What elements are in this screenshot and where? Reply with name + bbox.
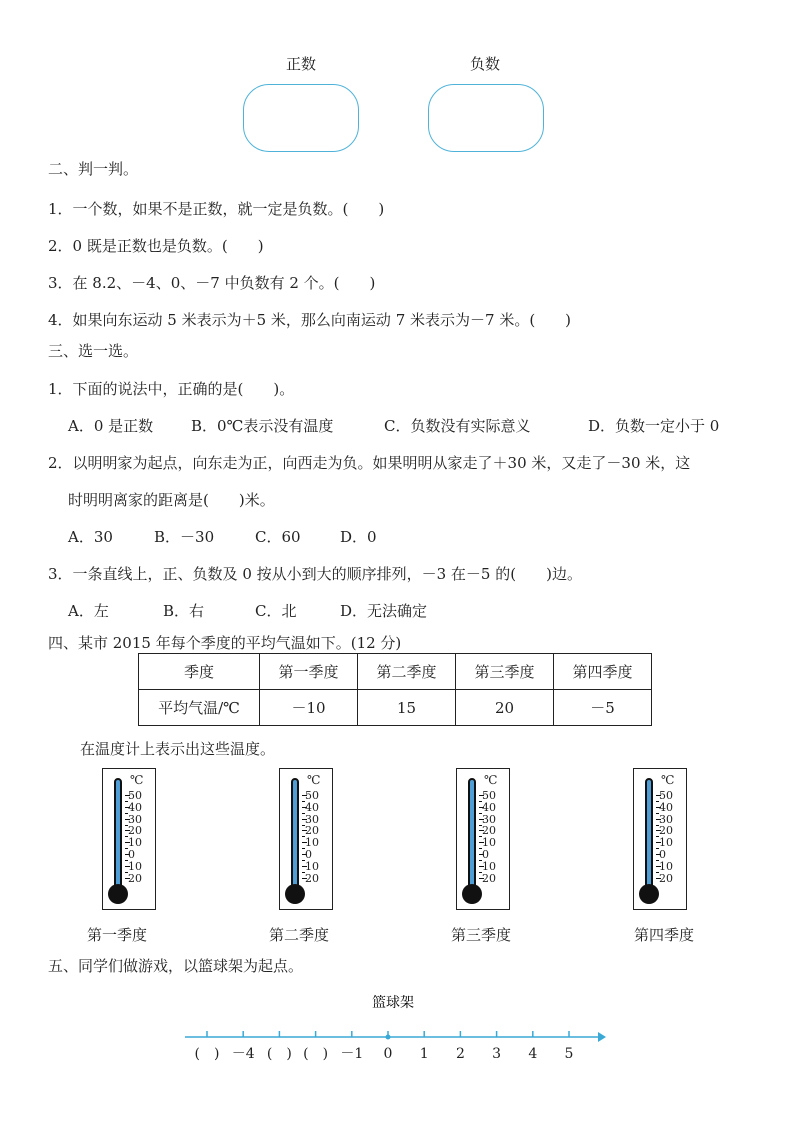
thermometer-tube bbox=[291, 778, 299, 890]
thermometer-scale-number: 50 bbox=[659, 789, 673, 802]
choice-q1-option-d[interactable]: D．负数一定小于 0 bbox=[588, 417, 720, 435]
choice-q3-option-b[interactable]: B．右 bbox=[163, 602, 205, 620]
table-cell: 20 bbox=[456, 690, 554, 726]
number-line-origin-dot bbox=[386, 1035, 391, 1040]
judge-item-3[interactable]: 3．在 8.2、－4、0、－7 中负数有 2 个。( ) bbox=[48, 274, 376, 292]
table-header-row bbox=[139, 654, 652, 690]
choice-q3-option-d[interactable]: D．无法确定 bbox=[340, 602, 428, 620]
thermometer-scale-number: 20 bbox=[128, 871, 142, 885]
choice-q3-option-a[interactable]: A．左 bbox=[68, 602, 109, 620]
negative-set-box[interactable] bbox=[428, 84, 544, 152]
table-cell: 15 bbox=[358, 690, 456, 726]
thermometer-scale-number: 20 bbox=[305, 824, 319, 838]
thermometer-scale-number: 50 bbox=[305, 789, 319, 802]
thermometer-scale-number: 10 bbox=[305, 859, 319, 873]
temperature-table bbox=[138, 653, 652, 726]
positive-set-box[interactable] bbox=[243, 84, 359, 152]
choice-q2-stem-line2[interactable]: 时明明离家的距离是( )米。 bbox=[68, 491, 275, 509]
thermometer-scale-number: 30 bbox=[128, 812, 142, 826]
number-line-label[interactable]: ( ) bbox=[194, 1046, 220, 1062]
thermometer-scale-number: 20 bbox=[482, 824, 496, 838]
thermometer-1[interactable] bbox=[102, 768, 156, 910]
judge-item-2[interactable]: 2．0 既是正数也是负数。( ) bbox=[48, 237, 264, 255]
thermometer-scale-number: 40 bbox=[128, 800, 142, 814]
number-line-label: 1 bbox=[419, 1046, 429, 1062]
thermometer-scale-number: 10 bbox=[482, 859, 496, 873]
thermometer-scale-number: 0 bbox=[659, 848, 666, 861]
choice-q3-stem[interactable]: 3．一条直线上，正、负数及 0 按从小到大的顺序排列，－3 在－5 的( )边。 bbox=[48, 565, 582, 583]
thermometer-2[interactable] bbox=[279, 768, 333, 910]
number-line-label: 4 bbox=[528, 1046, 538, 1062]
thermometer-tube bbox=[468, 778, 476, 890]
number-line-label[interactable]: ( ) bbox=[266, 1046, 292, 1062]
table-header-cell: 季度 bbox=[139, 654, 260, 690]
thermometer-scale bbox=[302, 769, 332, 909]
thermometer-scale-number: 20 bbox=[128, 824, 142, 838]
section4-title: 四、某市 2015 年每个季度的平均气温如下。(12 分) bbox=[48, 634, 402, 652]
number-line-label: 2 bbox=[455, 1046, 465, 1062]
thermometer-tube bbox=[645, 778, 653, 890]
thermometer-scale-number: 10 bbox=[659, 836, 673, 850]
thermometer-scale-number: 40 bbox=[659, 800, 673, 814]
thermometer-scale-number: 10 bbox=[128, 836, 142, 850]
choice-q1-option-b[interactable]: B．0℃表示没有温度 bbox=[191, 417, 334, 435]
thermometer-scale-number: 0 bbox=[128, 848, 135, 861]
thermometer-tube bbox=[114, 778, 122, 890]
thermometer-scale-number: 0 bbox=[305, 848, 312, 861]
choice-q2-stem-line1[interactable]: 2．以明明家为起点，向东走为正，向西走为负。如果明明从家走了＋30 米，又走了－30 米，这 bbox=[48, 454, 691, 472]
table-row bbox=[139, 690, 652, 726]
thermometer-scale-number: 20 bbox=[305, 871, 319, 885]
thermometer-scale-number: 10 bbox=[482, 836, 496, 850]
thermometer-scale bbox=[656, 769, 686, 909]
positive-set-label: 正数 bbox=[286, 55, 317, 73]
thermometer-instruction: 在温度计上表示出这些温度。 bbox=[80, 740, 276, 758]
number-line-label: －4 bbox=[231, 1046, 255, 1062]
thermometer-label-2: 第二季度 bbox=[269, 926, 330, 944]
thermometer-scale bbox=[479, 769, 509, 909]
thermometer-scale-number: 10 bbox=[659, 859, 673, 873]
thermometer-label-4: 第四季度 bbox=[634, 926, 695, 944]
thermometer-scale-number: 20 bbox=[482, 871, 496, 885]
table-header-cell: 第四季度 bbox=[554, 654, 652, 690]
table-header-cell: 第一季度 bbox=[260, 654, 358, 690]
number-line bbox=[0, 995, 789, 1070]
number-line-arrow bbox=[598, 1032, 606, 1042]
thermometer-unit: ℃ bbox=[661, 773, 675, 787]
thermometer-unit: ℃ bbox=[484, 773, 498, 787]
thermometer-4[interactable] bbox=[633, 768, 687, 910]
choice-q1-option-c[interactable]: C．负数没有实际意义 bbox=[384, 417, 531, 435]
number-line-origin-label: 篮球架 bbox=[372, 995, 414, 1011]
table-cell: 平均气温/℃ bbox=[139, 690, 260, 726]
number-line-label: 0 bbox=[383, 1046, 393, 1062]
thermometer-label-3: 第三季度 bbox=[451, 926, 512, 944]
choice-q3-option-c[interactable]: C．北 bbox=[255, 602, 297, 620]
choice-q2-option-d[interactable]: D．0 bbox=[340, 528, 377, 546]
thermometer-3[interactable] bbox=[456, 768, 510, 910]
choice-q2-option-b[interactable]: B．－30 bbox=[154, 528, 215, 546]
thermometer-scale-number: 10 bbox=[305, 836, 319, 850]
judge-item-4[interactable]: 4．如果向东运动 5 米表示为＋5 米，那么向南运动 7 米表示为－7 米。( ) bbox=[48, 311, 572, 329]
number-line-label: 3 bbox=[492, 1046, 502, 1062]
number-line-label: 5 bbox=[564, 1046, 574, 1062]
thermometer-unit: ℃ bbox=[130, 773, 144, 787]
number-line-label[interactable]: ( ) bbox=[303, 1046, 329, 1062]
thermometer-unit: ℃ bbox=[307, 773, 321, 787]
choice-q1-option-a[interactable]: A．0 是正数 bbox=[68, 417, 154, 435]
thermometer-scale-number: 40 bbox=[305, 800, 319, 814]
choice-q2-option-c[interactable]: C．60 bbox=[255, 528, 301, 546]
section3-title: 三、选一选。 bbox=[48, 342, 139, 360]
table-cell: －10 bbox=[260, 690, 358, 726]
thermometer-scale-number: 10 bbox=[128, 859, 142, 873]
section5-title: 五、同学们做游戏，以篮球架为起点。 bbox=[48, 957, 304, 975]
thermometer-label-1: 第一季度 bbox=[87, 926, 148, 944]
choice-q2-option-a[interactable]: A．30 bbox=[68, 528, 113, 546]
choice-q1-stem[interactable]: 1．下面的说法中，正确的是( )。 bbox=[48, 380, 295, 398]
thermometer-scale-number: 40 bbox=[482, 800, 496, 814]
section2-title: 二、判一判。 bbox=[48, 160, 139, 178]
number-line-label: －1 bbox=[340, 1046, 364, 1062]
negative-set-label: 负数 bbox=[470, 55, 501, 73]
table-header-cell: 第二季度 bbox=[358, 654, 456, 690]
thermometer-scale-number: 30 bbox=[482, 812, 496, 826]
table-cell: －5 bbox=[554, 690, 652, 726]
thermometer-scale bbox=[125, 769, 155, 909]
thermometer-scale-number: 30 bbox=[305, 812, 319, 826]
table-header-cell: 第三季度 bbox=[456, 654, 554, 690]
thermometer-scale-number: 30 bbox=[659, 812, 673, 826]
thermometer-scale-number: 50 bbox=[128, 789, 142, 802]
thermometer-scale-number: 20 bbox=[659, 871, 673, 885]
judge-item-1[interactable]: 1．一个数，如果不是正数，就一定是负数。( ) bbox=[48, 200, 385, 218]
thermometer-scale-number: 20 bbox=[659, 824, 673, 838]
thermometer-scale-number: 50 bbox=[482, 789, 496, 802]
thermometer-scale-number: 0 bbox=[482, 848, 489, 861]
